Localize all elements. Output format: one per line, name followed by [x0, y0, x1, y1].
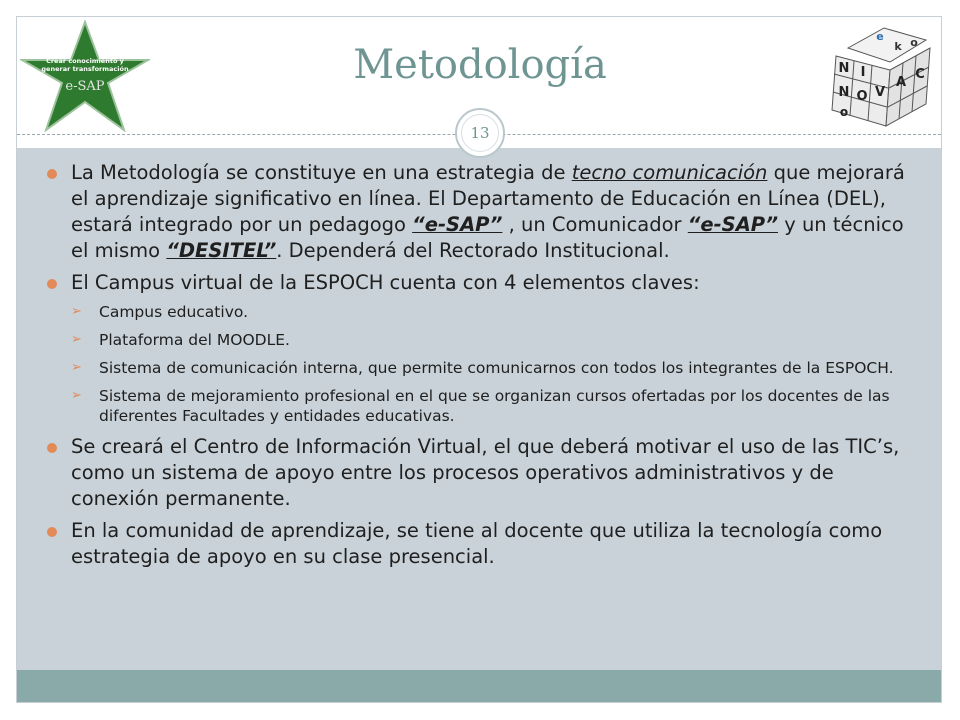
- emphasis-esap: “e-SAP”: [687, 213, 779, 236]
- cube-letter: O: [856, 89, 868, 104]
- cube-letter: V: [874, 85, 886, 100]
- arrow-bullet-icon: ➢: [71, 332, 82, 347]
- footer-bar: [17, 670, 941, 702]
- cube-letter: o: [910, 36, 918, 49]
- arrow-bullet-icon: ➢: [71, 388, 82, 403]
- cube-letter: C: [915, 67, 925, 82]
- cube-letter: k: [894, 40, 902, 53]
- cube-letter: N: [838, 85, 850, 100]
- slide-number: 13: [470, 124, 490, 142]
- slide-number-badge: [455, 108, 505, 158]
- cube-letter: I: [860, 65, 866, 80]
- logo-line1: Crear conocimiento y: [46, 57, 124, 65]
- bullet-list: [44, 160, 924, 576]
- logo-line2: generar transformación: [41, 65, 129, 73]
- arrow-bullet-icon: ➢: [71, 304, 82, 319]
- cube-letter: A: [895, 75, 907, 90]
- sub-list: [71, 302, 924, 426]
- bullet-item-methodology: La Metodología se constituye en una estrategia de tecno comunicación que mejorará el aprendizaje significativo en línea. El Departamento de Educación en Línea (DEL), estará integrado por un pedagogo “e-SAP” , un Comunicador “e-SAP” y un técnico el mismo “DESITEL”. Dependerá del Rectorado Institucional.: [44, 160, 924, 264]
- sub-item: ➢ Plataforma del MOODLE.: [71, 331, 290, 349]
- bullet-item-campus: El Campus virtual de la ESPOCH cuenta con 4 elementos claves: ➢ Campus educativo. ➢ Plataforma del MOODLE. ➢ Sistema de comunicación interna, que permite comunicarnos con todos los integrantes de la ESPOCH. ➢ Sistema de mejoramiento profesional en el que se organizan cursos ofertadas por los docentes de las diferentes Facultades y entidades educativas.: [44, 270, 924, 426]
- cube-letter: N: [838, 61, 850, 76]
- logo-brand: e-SAP: [65, 79, 105, 94]
- bullet-item-centro: Se creará el Centro de Información Virtual, el que deberá motivar el uso de las TIC’s, como un sistema de apoyo entre los procesos operativos administrativos y de conexión permanente.: [44, 434, 924, 512]
- cube-letter: o: [839, 105, 849, 119]
- emphasis-esap: “e-SAP”: [412, 213, 503, 236]
- emphasis-desitel: “DESITEL”: [166, 239, 277, 262]
- slide-title: Metodología: [353, 42, 607, 88]
- sub-item: ➢ Sistema de comunicación interna, que permite comunicarnos con todos los integrantes de la ESPOCH.: [71, 359, 894, 377]
- cube-letter: e: [876, 30, 884, 43]
- emphasis-tecno: tecno comunicación: [571, 161, 768, 184]
- bullet-item-comunidad: En la comunidad de aprendizaje, se tiene al docente que utiliza la tecnología como estrategia de apoyo en su clase presencial.: [44, 518, 924, 570]
- sub-item: ➢ Campus educativo.: [71, 303, 248, 321]
- sub-item: ➢ Sistema de mejoramiento profesional en el que se organizan cursos ofertadas por los docentes de las diferentes Facultades y entidades educativas.: [71, 387, 890, 425]
- arrow-bullet-icon: ➢: [71, 360, 82, 375]
